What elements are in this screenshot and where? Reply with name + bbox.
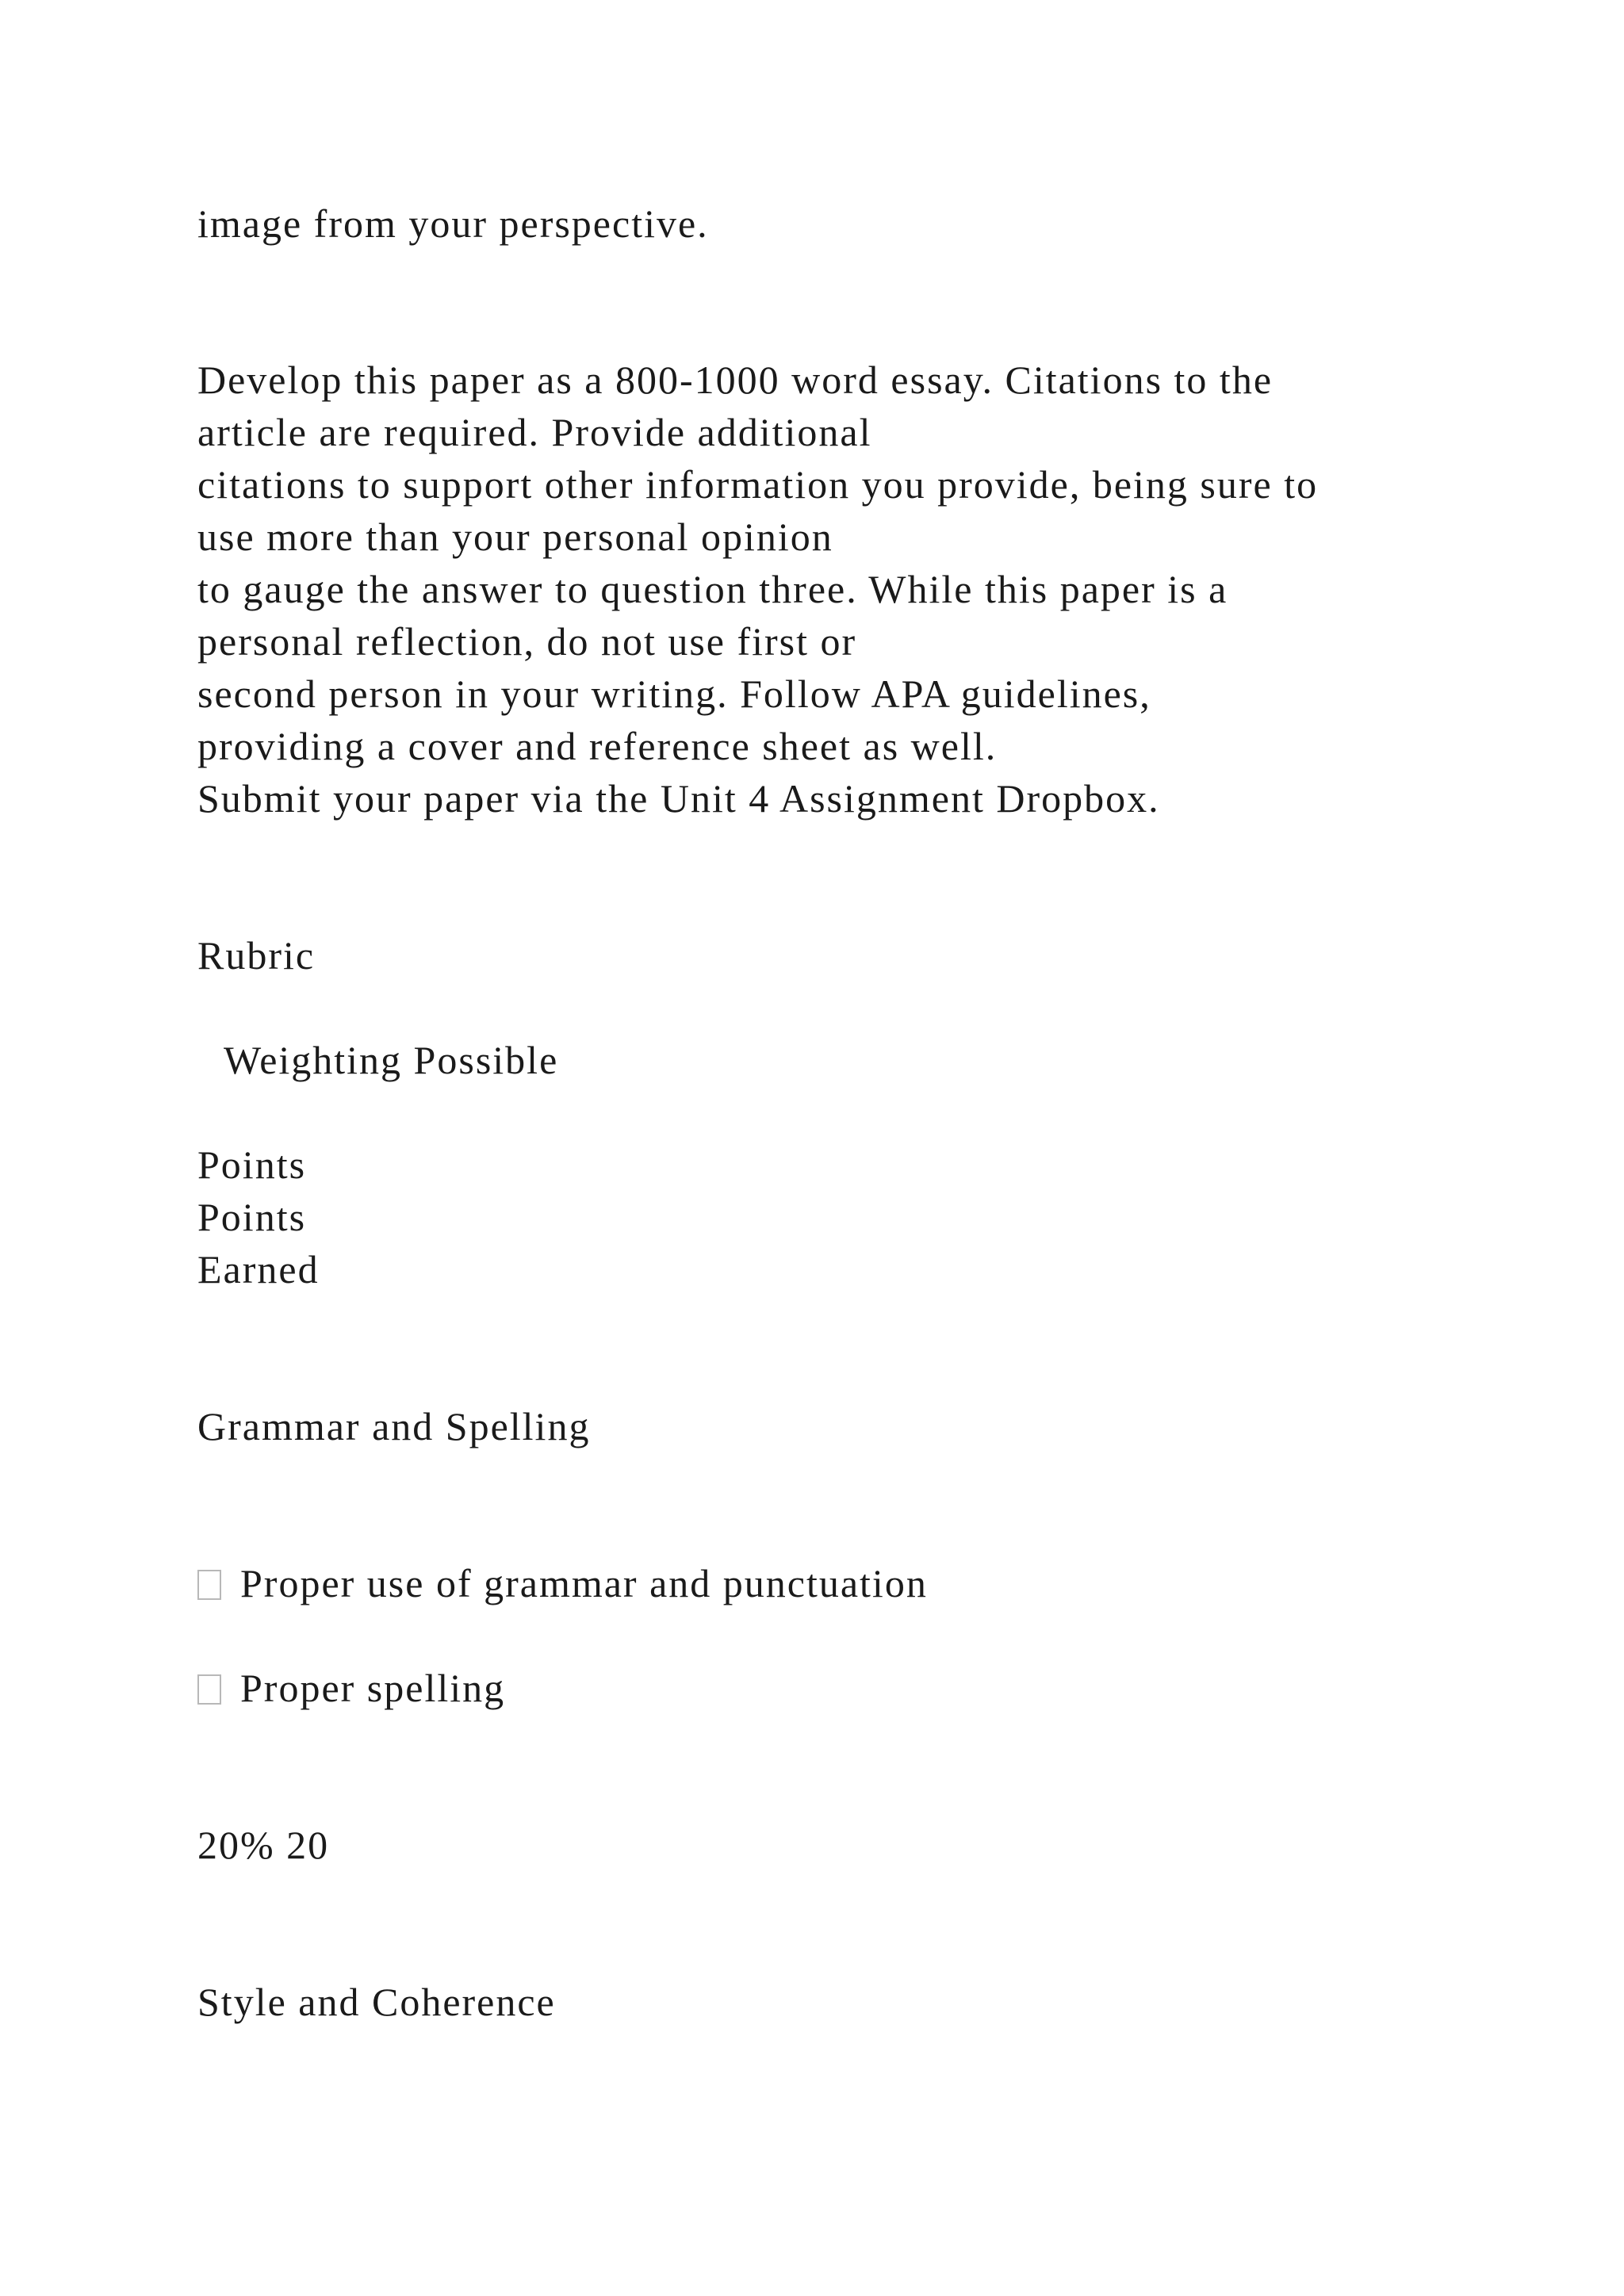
rubric-header-earned: Earned — [197, 1247, 320, 1292]
bullet-box-icon — [197, 1570, 221, 1600]
instruction-line: Submit your paper via the Unit 4 Assignment Dropbox. — [197, 776, 1160, 821]
instruction-line: Develop this paper as a 800-1000 word essay. Citations to the — [197, 358, 1274, 402]
intro-text: image from your perspective. — [197, 201, 709, 246]
instruction-line: personal reflection, do not use first or — [197, 619, 857, 664]
rubric-criterion — [197, 1662, 505, 1714]
rubric-criterion — [197, 1557, 928, 1609]
rubric-criterion-text: Proper spelling — [240, 1666, 506, 1710]
bullet-box-icon — [197, 1674, 221, 1705]
rubric-score: 20% 20 — [197, 1823, 330, 1867]
instruction-line: use more than your personal opinion — [197, 515, 833, 559]
instruction-line: providing a cover and reference sheet as well. — [197, 724, 998, 768]
rubric-criterion-text: Proper use of grammar and punctuation — [240, 1561, 928, 1605]
rubric-section-title: Grammar and Spelling — [197, 1404, 591, 1448]
rubric-header-points: Points — [197, 1142, 307, 1187]
rubric-header-points: Points — [197, 1195, 307, 1239]
rubric-title: Rubric — [197, 933, 316, 978]
instruction-line: citations to support other information you provide, being sure to — [197, 462, 1319, 507]
rubric-section-title: Style and Coherence — [197, 1980, 556, 2024]
rubric-header-weighting: Weighting Possible — [224, 1038, 559, 1082]
instruction-line: article are required. Provide additional — [197, 410, 872, 454]
instruction-line: second person in your writing. Follow APA guidelines, — [197, 672, 1151, 716]
instruction-line: to gauge the answer to question three. While this paper is a — [197, 567, 1228, 611]
